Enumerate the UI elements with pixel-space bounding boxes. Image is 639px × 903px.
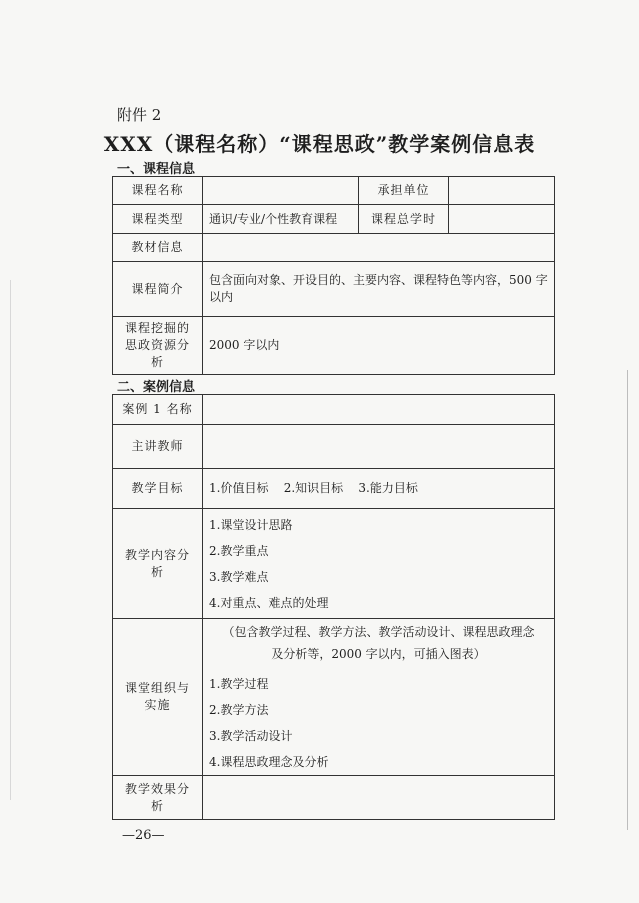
table-row xyxy=(113,425,555,469)
table-row xyxy=(113,776,555,820)
course-name-label: 课程名称 xyxy=(113,177,203,205)
content-analysis-value[interactable] xyxy=(203,509,555,619)
list-item: 4.对重点、难点的处理 xyxy=(209,595,329,610)
scan-edge-right xyxy=(627,370,628,830)
page-title: XXX（课程名称）“课程思政”教学案例信息表 xyxy=(103,132,536,156)
table-row xyxy=(113,619,555,776)
textbook-label: 教材信息 xyxy=(113,234,203,262)
section-course-info: 一、课程信息 xyxy=(117,162,196,177)
teaching-effect-label: 教学效果分析 xyxy=(113,776,203,820)
course-info-table xyxy=(112,176,555,375)
list-item: 1.课堂设计思路 xyxy=(209,517,293,532)
page-number: —26— xyxy=(122,828,165,843)
case-name-label: 案例 1 名称 xyxy=(113,395,203,425)
course-hours-label: 课程总学时 xyxy=(359,205,449,234)
table-row xyxy=(113,395,555,425)
textbook-value[interactable] xyxy=(203,234,555,262)
course-hours-value[interactable] xyxy=(449,205,555,234)
teacher-label: 主讲教师 xyxy=(113,425,203,469)
table-row xyxy=(113,509,555,619)
table-row xyxy=(113,317,555,375)
list-item: 1.教学过程 xyxy=(209,677,269,691)
table-row xyxy=(113,262,555,317)
teaching-effect-value[interactable] xyxy=(203,776,555,820)
course-intro-value[interactable]: 包含面向对象、开设目的、主要内容、课程特色等内容，500 字以内 xyxy=(203,262,555,317)
teaching-goal-value[interactable]: 1.价值目标 2.知识目标 3.能力目标 xyxy=(203,469,555,509)
case-name-value[interactable] xyxy=(203,395,555,425)
list-item: 3.教学难点 xyxy=(209,569,269,584)
organization-note: （包含教学过程、教学方法、教学活动设计、课程思政理念及分析等，2000 字以内，可插入图表） xyxy=(222,625,535,661)
case-info-table xyxy=(112,394,555,820)
teaching-goal-label: 教学目标 xyxy=(113,469,203,509)
list-item: 4.课程思政理念及分析 xyxy=(209,755,329,769)
course-unit-label: 承担单位 xyxy=(359,177,449,205)
list-item: 2.教学方法 xyxy=(209,703,269,717)
ideology-resource-label: 课程挖掘的思政资源分析 xyxy=(113,317,203,375)
course-unit-value[interactable] xyxy=(449,177,555,205)
teacher-value[interactable] xyxy=(203,425,555,469)
course-name-value[interactable] xyxy=(203,177,359,205)
table-row xyxy=(113,205,555,234)
table-row xyxy=(113,469,555,509)
ideology-resource-value[interactable]: 2000 字以内 xyxy=(203,317,555,375)
class-organization-value[interactable] xyxy=(203,619,555,776)
table-row xyxy=(113,177,555,205)
course-type-value[interactable]: 通识/专业/个性教育课程 xyxy=(203,205,359,234)
list-item: 2.教学重点 xyxy=(209,543,269,558)
content-analysis-label: 教学内容分析 xyxy=(113,509,203,619)
course-intro-label: 课程简介 xyxy=(113,262,203,317)
list-item: 3.教学活动设计 xyxy=(209,729,293,743)
section-case-info: 二、案例信息 xyxy=(117,380,196,395)
course-type-label: 课程类型 xyxy=(113,205,203,234)
scan-edge-left xyxy=(10,280,11,800)
table-row xyxy=(113,234,555,262)
annex-label: 附件 2 xyxy=(117,106,162,124)
class-organization-label: 课堂组织与实施 xyxy=(113,619,203,776)
